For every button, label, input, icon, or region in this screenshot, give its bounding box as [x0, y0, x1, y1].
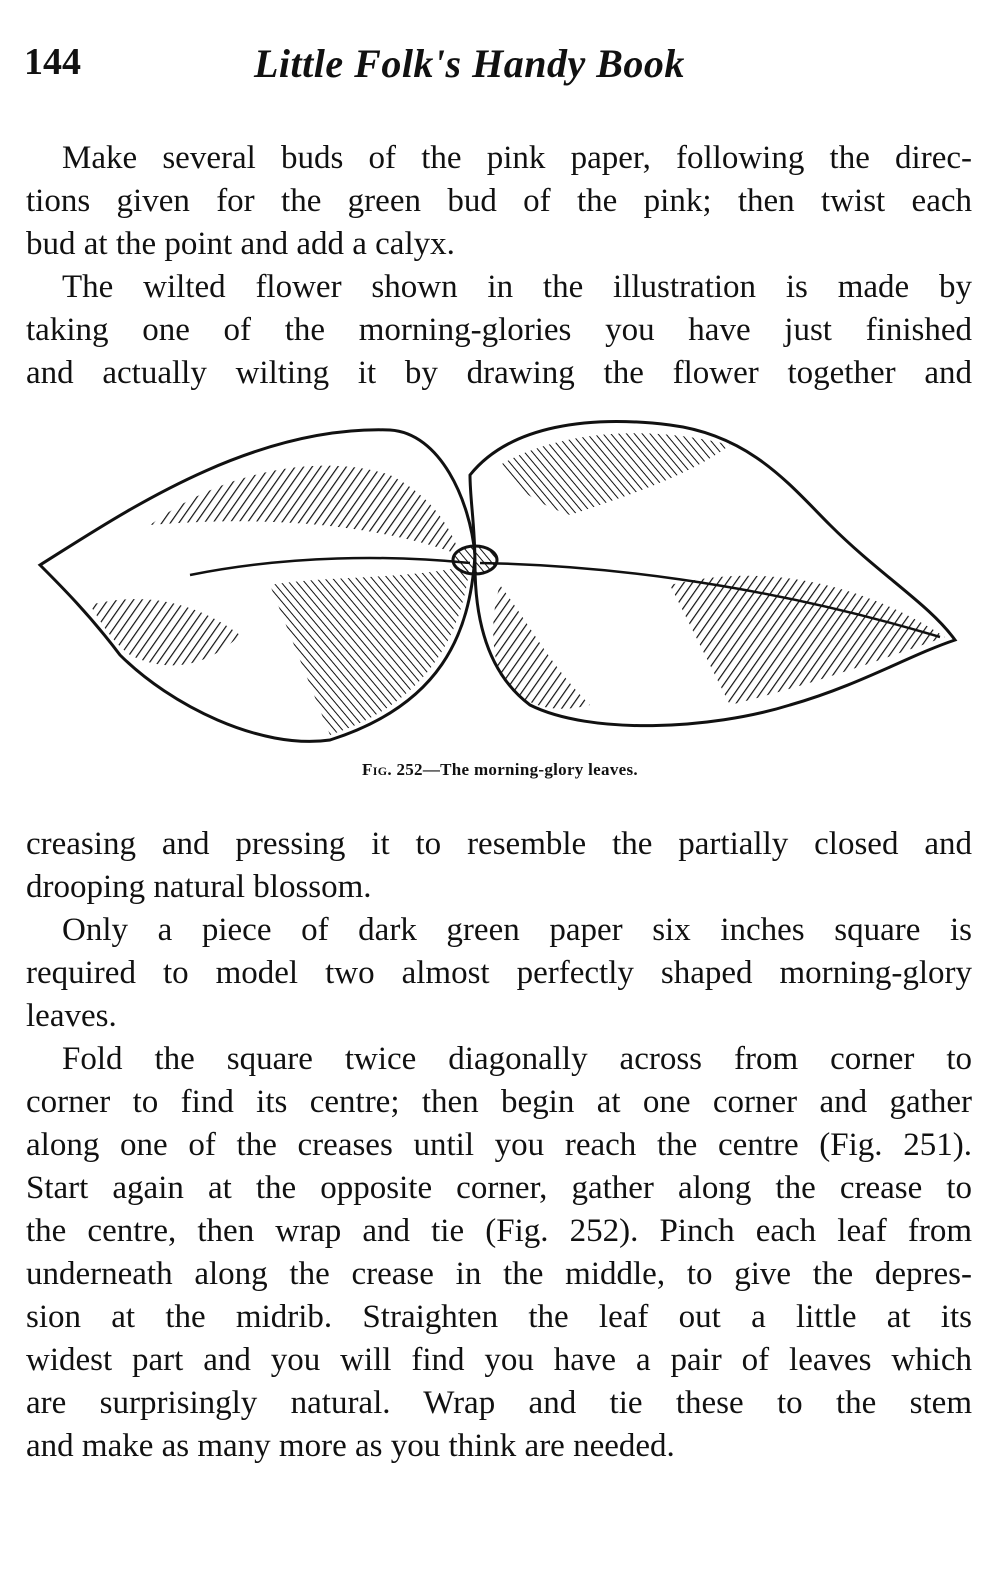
- running-title: Little Folk's Handy Book: [254, 41, 685, 86]
- paragraph-buds: [26, 137, 972, 266]
- text-line: widest part and you will find you have a pair of leaves which: [26, 1342, 972, 1378]
- caption-text: 252—The morning-glory leaves.: [396, 760, 638, 779]
- tie-knot: [453, 546, 497, 574]
- text-line: Fold the square twice diagonally across from corner to: [62, 1041, 972, 1077]
- paragraph-green-paper: [26, 909, 972, 1038]
- paragraph-wilted-flower-continued: [26, 823, 972, 909]
- paragraph-wilted-flower: [26, 266, 972, 395]
- page-number: 144: [24, 41, 81, 83]
- morning-glory-leaves-illustration: [30, 405, 960, 750]
- figure-morning-glory-leaves: [30, 405, 960, 750]
- text-line: the centre, then wrap and tie (Fig. 252). Pinch each leaf from: [26, 1213, 972, 1249]
- text-line: Make several buds of the pink paper, following the direc-: [62, 140, 972, 176]
- text-line: leaves.: [26, 998, 117, 1034]
- text-line: are surprisingly natural. Wrap and tie these to the stem: [26, 1385, 972, 1421]
- text-line: taking one of the morning-glories you have just finished: [26, 312, 972, 348]
- caption-label: Fig.: [362, 760, 392, 779]
- text-line: bud at the point and add a calyx.: [26, 226, 455, 262]
- text-line: The wilted flower shown in the illustration is made by: [62, 269, 972, 305]
- figure-caption: [0, 760, 1000, 780]
- text-line: and actually wilting it by drawing the flower together and: [26, 355, 972, 391]
- text-line: Only a piece of dark green paper six inches square is: [62, 912, 972, 948]
- text-line: required to model two almost perfectly shaped morning-glory: [26, 955, 972, 991]
- text-line: Start again at the opposite corner, gather along the crease to: [26, 1170, 972, 1206]
- text-line: sion at the midrib. Straighten the leaf out a little at its: [26, 1299, 972, 1335]
- text-line: and make as many more as you think are needed.: [26, 1428, 675, 1464]
- text-line: underneath along the crease in the middle, to give the depres-: [26, 1256, 972, 1292]
- text-line: along one of the creases until you reach the centre (Fig. 251).: [26, 1127, 972, 1163]
- paragraph-fold-instructions: [26, 1038, 972, 1468]
- text-line: tions given for the green bud of the pink; then twist each: [26, 183, 972, 219]
- text-line: corner to find its centre; then begin at one corner and gather: [26, 1084, 972, 1120]
- text-line: drooping natural blossom.: [26, 869, 372, 905]
- page-header: [24, 40, 974, 100]
- text-line: creasing and pressing it to resemble the partially closed and: [26, 826, 972, 862]
